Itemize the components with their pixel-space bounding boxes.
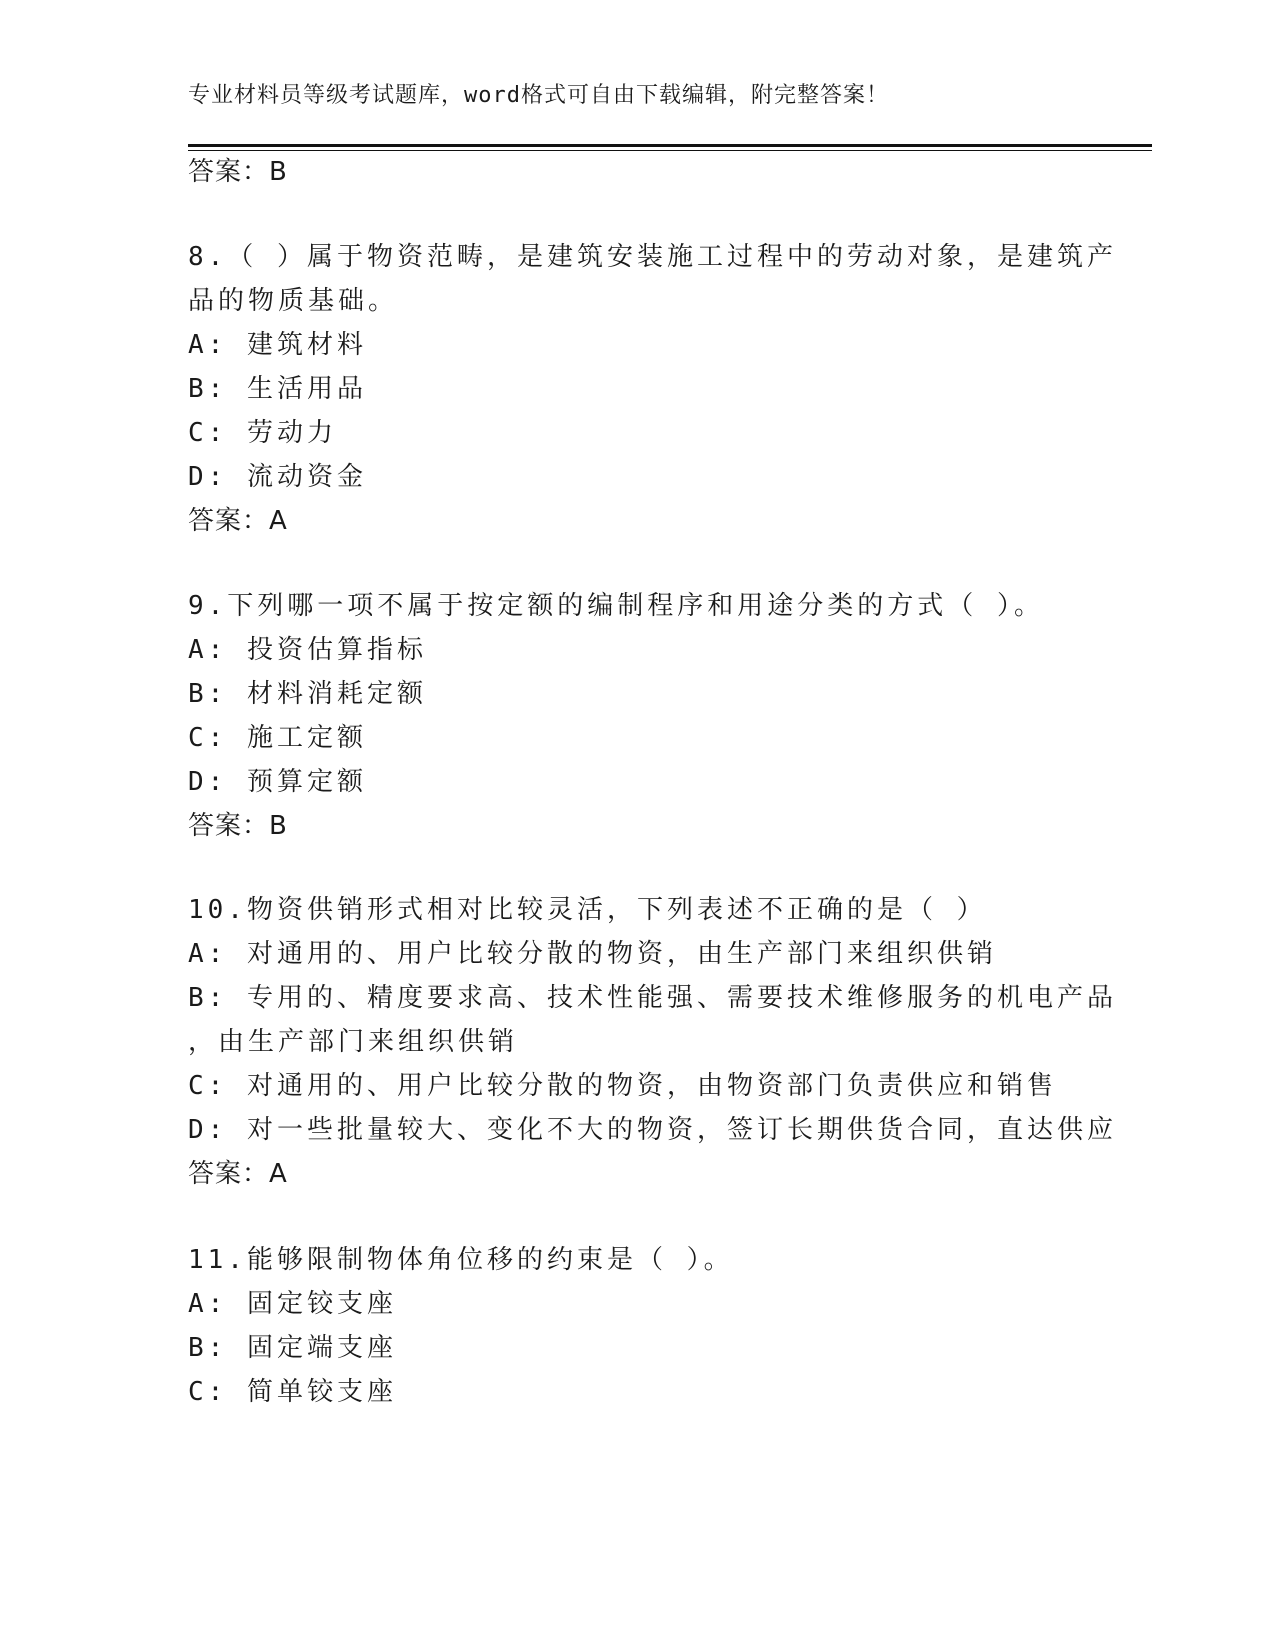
q10-option-b-line1: B: 专用的、精度要求高、技术性能强、需要技术维修服务的机电产品 xyxy=(188,983,1117,1013)
q9-answer: 答案：B xyxy=(188,811,288,841)
answer-prev: 答案：B xyxy=(188,157,288,187)
q9-option-b: B: 材料消耗定额 xyxy=(188,679,427,709)
q11-option-a: A: 固定铰支座 xyxy=(188,1289,397,1319)
q10-answer: 答案：A xyxy=(188,1159,288,1189)
q8-option-a: A: 建筑材料 xyxy=(188,330,367,360)
q11-stem: 11.能够限制物体角位移的约束是（ ）。 xyxy=(188,1245,734,1275)
q8-option-b: B: 生活用品 xyxy=(188,374,367,404)
q9-option-d: D: 预算定额 xyxy=(188,767,367,797)
q8-option-c: C: 劳动力 xyxy=(188,418,337,448)
q8-stem-line2: 品的物质基础。 xyxy=(188,286,399,316)
q10-option-b-line2: ，由生产部门来组织供销 xyxy=(188,1027,519,1057)
page-header: 专业材料员等级考试题库，word格式可自由下载编辑，附完整答案！ xyxy=(188,83,889,108)
q8-stem-line1: 8.（ ）属于物资范畴，是建筑安装施工过程中的劳动对象，是建筑产 xyxy=(188,242,1117,272)
header-divider-thin xyxy=(188,150,1152,151)
q9-option-a: A: 投资估算指标 xyxy=(188,635,427,665)
q8-answer: 答案：A xyxy=(188,506,288,536)
q8-option-d: D: 流动资金 xyxy=(188,462,367,492)
q10-stem: 10.物资供销形式相对比较灵活，下列表述不正确的是（ ） xyxy=(188,895,987,925)
q9-stem: 9.下列哪一项不属于按定额的编制程序和用途分类的方式（ ）。 xyxy=(188,591,1044,621)
header-divider-thick xyxy=(188,144,1152,147)
q10-option-c: C: 对通用的、用户比较分散的物资，由物资部门负责供应和销售 xyxy=(188,1071,1057,1101)
q11-option-b: B: 固定端支座 xyxy=(188,1333,397,1363)
q11-option-c: C: 简单铰支座 xyxy=(188,1377,397,1407)
q9-option-c: C: 施工定额 xyxy=(188,723,367,753)
q10-option-d: D: 对一些批量较大、变化不大的物资，签订长期供货合同，直达供应 xyxy=(188,1115,1117,1145)
q10-option-a: A: 对通用的、用户比较分散的物资，由生产部门来组织供销 xyxy=(188,939,997,969)
